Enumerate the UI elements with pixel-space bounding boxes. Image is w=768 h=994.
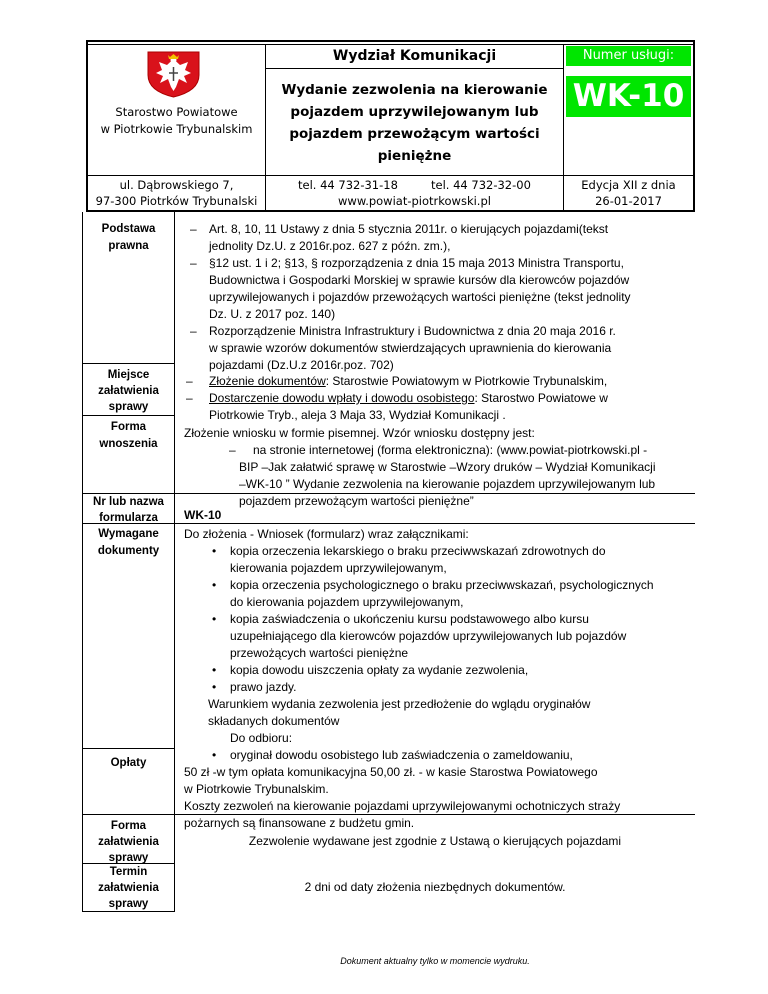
divider bbox=[175, 523, 695, 524]
coat-of-arms-logo bbox=[145, 51, 202, 98]
deadline-value: 2 dni od daty złożenia niezbędnych dokumentów. bbox=[304, 880, 566, 894]
website-link[interactable]: www.powiat-piotrkowski.pl bbox=[338, 194, 491, 208]
form-number-value: WK-10 bbox=[184, 508, 222, 522]
office-name-line2: w Piotrkowie Trybunalskim bbox=[100, 122, 253, 136]
phone-2: tel. 44 732-32-00 bbox=[431, 178, 531, 192]
footer-note: Dokument aktualny tylko w momencie wydruku. bbox=[340, 956, 530, 966]
place-item1-underlined: Złożenie dokumentów bbox=[209, 374, 326, 388]
place-item2-rest: : Starostwo Powiatowe w bbox=[474, 391, 608, 405]
address-line1: ul. Dąbrowskiego 7, bbox=[119, 178, 234, 192]
address-line2: 97-300 Piotrków Trybunalski bbox=[95, 194, 258, 208]
doc-item: kopia orzeczenia lekarskiego o braku przeciwwskazań zdrowotnych do bbox=[230, 544, 606, 558]
doc-item: kopia dowodu uiszczenia opłaty za wydanie zezwolenia, bbox=[230, 663, 529, 677]
resolution-form-value: Zezwolenie wydawane jest zgodnie z Ustawą o kierujących pojazdami bbox=[248, 834, 622, 848]
office-name-line1: Starostwo Powiatowe bbox=[115, 105, 238, 119]
doc-item: prawo jazdy. bbox=[230, 680, 297, 694]
doc-item: kopia orzeczenia psychologicznego o braku przeciwwskazań, psychologicznych bbox=[230, 578, 654, 592]
edition-line2: 26-01-2017 bbox=[595, 194, 662, 208]
service-number-label: Numer usługi: bbox=[566, 46, 691, 66]
phone-1: tel. 44 732-31-18 bbox=[298, 178, 398, 192]
edition-line1: Edycja XII z dnia bbox=[581, 178, 676, 192]
department-name: Wydział Komunikacji bbox=[332, 48, 497, 64]
pickup-item: oryginał dowodu osobistego lub zaświadczenia o zameldowaniu, bbox=[230, 748, 573, 762]
pickup-label: Do odbioru: bbox=[230, 731, 293, 745]
place-item1-rest: : Starostwie Powiatowym w Piotrkowie Trybunalskim, bbox=[325, 374, 608, 388]
doc-item: kopia zaświadczenia o ukończeniu kursu podstawowego albo kursu bbox=[230, 612, 589, 626]
service-code-badge: WK-10 bbox=[566, 76, 691, 117]
place-item2-underlined: Dostarczenie dowodu wpłaty i dowodu osobistego bbox=[209, 391, 475, 405]
